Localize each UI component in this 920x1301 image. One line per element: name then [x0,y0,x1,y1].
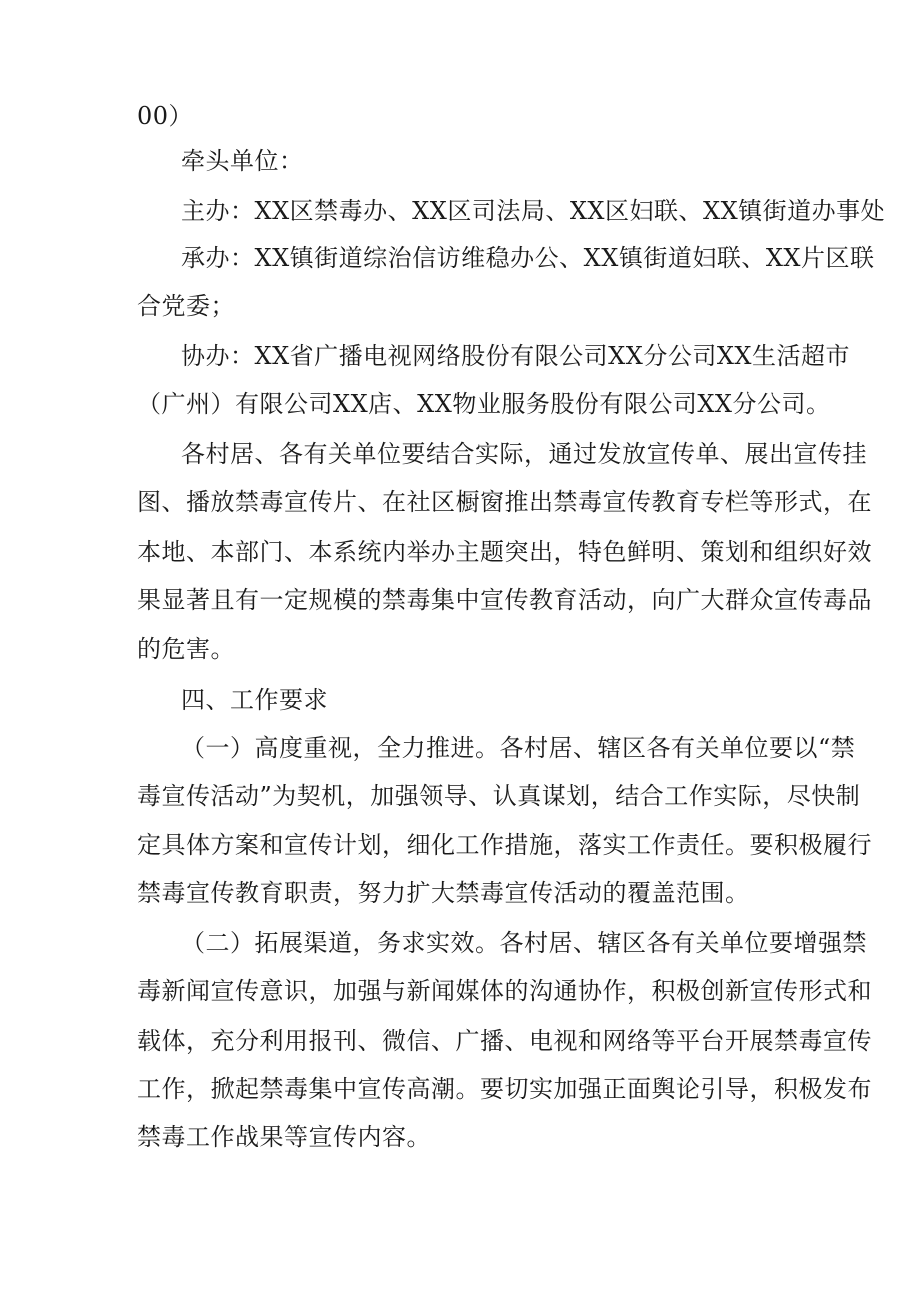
text-line: （一）高度重视，全力推进。各村居、辖区各有关单位要以“禁 [181,734,856,762]
text-line: 00） [137,102,194,130]
text-line: 各村居、各有关单位要结合实际，通过发放宣传单、展出宣传挂 [181,440,867,468]
text-line: （广州）有限公司XX店、XX物业服务股份有限公司XX分公司。 [137,390,831,418]
text-line: 承办：XX镇街道综治信访维稳办公、XX镇街道妇联、XX片区联 [181,244,875,272]
text-line: 图、播放禁毒宣传片、在社区橱窗推出禁毒宣传教育专栏等形式，在 [137,488,872,516]
text-line: 工作，掀起禁毒集中宣传高潮。要切实加强正面舆论引导，积极发布 [137,1075,872,1103]
text-line: 主办：XX区禁毒办、XX区司法局、XX区妇联、XX镇街道办事处 [181,197,886,225]
text-line: 毒新闻宣传意识，加强与新闻媒体的沟通协作，积极创新宣传形式和 [137,977,872,1005]
text-line: 禁毒工作战果等宣传内容。 [137,1123,431,1151]
text-line: 的危害。 [137,635,235,663]
text-line: 协办：XX省广播电视网络股份有限公司XX分公司XX生活超市 [181,342,851,370]
text-line: 禁毒宣传教育职责，努力扩大禁毒宣传活动的覆盖范围。 [137,879,750,907]
section-heading: 四、工作要求 [181,686,328,714]
section-label: 牵头单位： [181,147,304,175]
text-line: 合党委； [137,292,235,320]
text-line: 本地、本部门、本系统内举办主题突出，特色鲜明、策划和组织好效 [137,538,872,566]
text-line: 果显著且有一定规模的禁毒集中宣传教育活动，向广大群众宣传毒品 [137,586,872,614]
text-line: （二）拓展渠道，务求实效。各村居、辖区各有关单位要增强禁 [181,929,867,957]
text-line: 毒宣传活动”为契机，加强领导、认真谋划，结合工作实际，尽快制 [137,782,861,810]
text-line: 定具体方案和宣传计划，细化工作措施，落实工作责任。要积极履行 [137,831,872,859]
text-line: 载体，充分利用报刊、微信、广播、电视和网络等平台开展禁毒宣传 [137,1027,872,1055]
